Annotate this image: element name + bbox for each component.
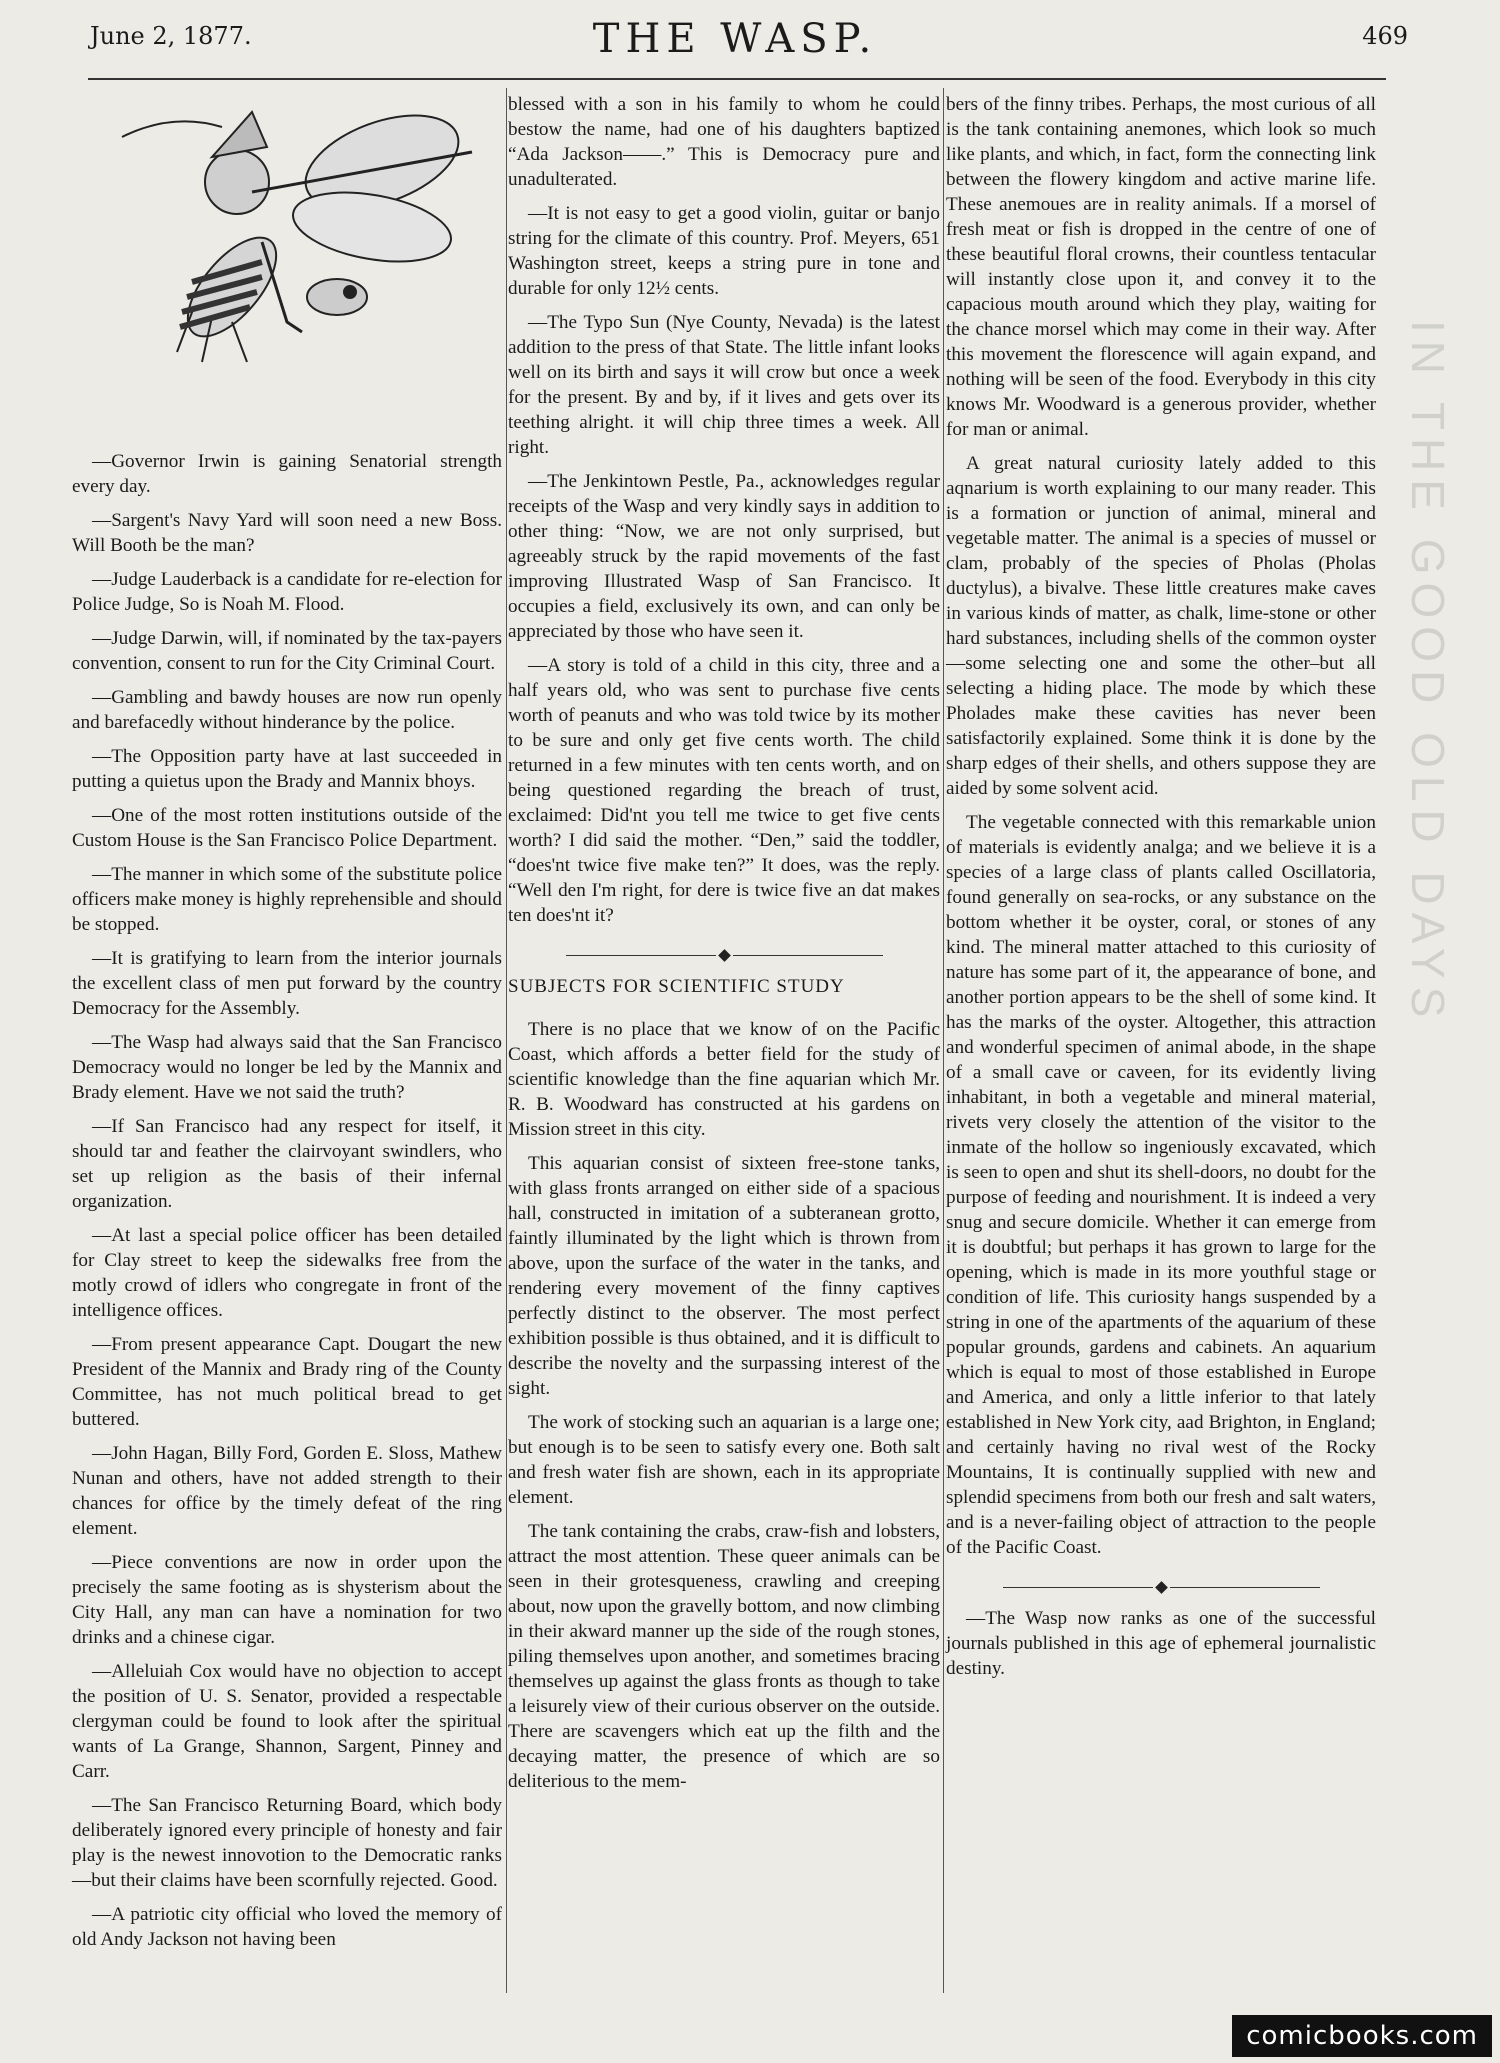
paragraph: —The Opposition party have at last succeeded in putting a quietus upon the Brady and Mannix bhoys. bbox=[72, 746, 502, 792]
paragraph: There is no place that we know of on the Pacific Coast, which affords a better field for the study of scientific knowledge than the fine aquarian which Mr. R. B. Woodward has constructed at his gardens on Mission street in this city. bbox=[508, 1019, 940, 1140]
column-3 bbox=[946, 92, 1376, 1681]
header-rule bbox=[88, 78, 1386, 80]
paragraph: —Piece conventions are now in order upon the precisely the same footing as is shysterism about the City Hall, any man can have a nomination for two drinks and a chinese cigar. bbox=[72, 1552, 502, 1648]
paragraph: —The San Francisco Returning Board, which body deliberately ignored every principle of honesty and fair play is the newest innovotion to the Democratic ranks—but their claims have been scornfully rejected. Good. bbox=[72, 1795, 502, 1891]
col3-paragraphs bbox=[946, 92, 1376, 1560]
bleed-through-text: IN THE GOOD OLD DAYS bbox=[1402, 320, 1454, 1026]
closing-note: —The Wasp now ranks as one of the successful journals published in this age of ephemeral journalistic destiny. bbox=[946, 1608, 1376, 1679]
paragraph: bers of the finny tribes. Perhaps, the most curious of all is the tank containing anemones, which look so much like plants, and which, in fact, form the connecting link between the flowery kingdom and active marine life. These anemoues are in reality animals. If a morsel of fresh meat or fish is dropped in the centre of one of these beautiful floral crowns, their countless tentacular will instantly close upon it, and convey it to the capacious mouth around which they play, waiting for the chance morsel which may come in their way. After this movement the florescence will again expand, and nothing will be seen of the food. Everybody in this city knows Mr. Woodward is a generous provider, whether for man or animal. bbox=[946, 94, 1376, 440]
masthead-title: THE WASP. bbox=[592, 16, 878, 62]
paragraph: —If San Francisco had any respect for itself, it should tar and feather the clairvoyant swindlers, who set up religion as the basis of their infernal organization. bbox=[72, 1116, 502, 1212]
article-paragraphs bbox=[508, 1017, 940, 1794]
paragraph: —Gambling and bawdy houses are now run openly and barefacedly without hinderance by the police. bbox=[72, 687, 502, 733]
column-1 bbox=[72, 92, 502, 1952]
paragraph: —From present appearance Capt. Dougart the new President of the Mannix and Brady ring of the County Committee, has not much political bread to get buttered. bbox=[72, 1334, 502, 1430]
paragraph: —Governor Irwin is gaining Senatorial strength every day. bbox=[72, 451, 502, 497]
paragraph: —It is gratifying to learn from the interior journals the excellent class of men put forward by the country Democracy for the Assembly. bbox=[72, 948, 502, 1019]
paragraph: —The Jenkintown Pestle, Pa., acknowledges regular receipts of the Wasp and very kindly says in addition to other thing: “Now, we are not only surprised, but agreeably struck by the rapid movements of the fast improving Illustrated Wasp of San Francisco. It occupies a field, exclusively its own, and can only be appreciated by those who have seen it. bbox=[508, 471, 940, 642]
ornament-divider bbox=[946, 1574, 1376, 1594]
paragraph: —The manner in which some of the substitute police officers make money is highly reprehensible and should be stopped. bbox=[72, 864, 502, 935]
paragraph: —A patriotic city official who loved the memory of old Andy Jackson not having been bbox=[72, 1904, 502, 1950]
paragraph: —It is not easy to get a good violin, guitar or banjo string for the climate of this country. Prof. Meyers, 651 Washington street, keeps a string pure in tone and durable for only 12½ cents. bbox=[508, 203, 940, 299]
paragraph: —Sargent's Navy Yard will soon need a new Boss. Will Booth be the man? bbox=[72, 510, 502, 556]
paragraph: —John Hagan, Billy Ford, Gorden E. Sloss, Mathew Nunan and others, have not added strength to their chances for office by the timely defeat of the ring element. bbox=[72, 1443, 502, 1539]
page-number: 469 bbox=[1362, 22, 1408, 50]
paragraph: The tank containing the crabs, craw-fish and lobsters, attract the most attention. These queer animals can be seen in their grotesqueness, crawling and creeping about, now upon the gravelly bottom, and now climbing in their akward manner up the side of the rough stones, piling themselves upon another, and sometimes bracing themselves up against the glass fronts as though to take a leisurely view of their curious observer on the outside. There are scavengers which eat up the filth and the decaying matter, the presence of which are so deliterious to the mem- bbox=[508, 1521, 940, 1792]
wasp-rider-illustration bbox=[82, 92, 502, 372]
column-divider bbox=[943, 88, 944, 1993]
paragraph: —Judge Lauderback is a candidate for re-election for Police Judge, So is Noah M. Flood. bbox=[72, 569, 502, 615]
paragraph: A great natural curiosity lately added to this aqnarium is worth explaining to our many reader. This is a formation or junction of animal, mineral and vegetable matter. The animal is a species of mussel or clam, probably of the species of Pholas (Pholas ductylus), a bivalve. These little creatures make caves in various kinds of matter, as chalk, lime-stone or other hard substances, including shells of the common oyster—some selecting one and some the other–but all selecting a hiding place. The mode by which these Pholades make these cavities has never been satisfactorily explained. Some think it is done by the sharp edges of their shells, and others suppose they are aided by some solvent acid. bbox=[946, 453, 1376, 799]
ornament-divider bbox=[508, 942, 940, 962]
column-2 bbox=[508, 92, 940, 1794]
column-divider bbox=[506, 88, 507, 1993]
paragraph: The work of stocking such an aquarian is a large one; but enough is to be seen to satisfy every one. Both salt and fresh water fish are shown, each in its appropriate element. bbox=[508, 1412, 940, 1508]
paragraph: —The Typo Sun (Nye County, Nevada) is the latest addition to the press of that State. The little infant looks well on its birth and says it will crow but once a week for the present. By and by, if it lives and gets over its teething alright. it will chip three times a week. All right. bbox=[508, 312, 940, 458]
paragraph: blessed with a son in his family to whom he could bestow the name, had one of his daughters baptized “Ada Jackson——.” This is Democracy pure and unadulterated. bbox=[508, 94, 940, 190]
section-heading: SUBJECTS FOR SCIENTIFIC STUDY bbox=[508, 976, 845, 997]
page-header bbox=[90, 14, 1408, 62]
paragraph: —At last a special police officer has been detailed for Clay street to keep the sidewalks free from the motly crowd of idlers who congregate in front of the intelligence offices. bbox=[72, 1225, 502, 1321]
col2-paragraphs bbox=[508, 92, 940, 928]
paragraph: —One of the most rotten institutions outside of the Custom House is the San Francisco Police Department. bbox=[72, 805, 502, 851]
paragraph: This aquarian consist of sixteen free-stone tanks, with glass fronts arranged on either side of a spacious hall, constructed in imitation of a subteranean grotto, faintly illuminated by the light which is thrown from above, upon the surface of the water in the tanks, and rendering every movement of the finny captives perfectly distinct to the observer. The most perfect exhibition possible is thus obtained, and it is difficult to describe the novelty and the surpassing interest of the sight. bbox=[508, 1153, 940, 1399]
col1-paragraphs bbox=[72, 449, 502, 1952]
paragraph: —The Wasp had always said that the San Francisco Democracy would no longer be led by the Mannix and Brady element. Have we not said the truth? bbox=[72, 1032, 502, 1103]
paragraph: The vegetable connected with this remarkable union of materials is evidently analga; and we believe it is a species of a large class of plants called Oscillatoria, found generally on sea-rocks, or any substance on the bottom whether it be oyster, coral, or stones of any kind. The mineral matter attached to this curiosity of nature has some part of it, the appearance of bone, and another portion appears to be the shell of some kind. It has the marks of the oyster. Altogether, this attraction and wonderful specimen of animal abode, in the shape of a small cave or caveen, for its evidently living inhabitant, in both a vegetable and mineral material, rivets very closely the attention of the visitor to the inmate of the hollow so ingeniously excavated, which is seen to open and shut its shell-doors, no doubt for the purpose of feeding and nourishment. It is indeed a very snug and secure domicile. Whether it can emerge from it is doubtful; but perhaps it has grown to large for the opening, which is made in its more youthful stage or condition of life. This curiosity hangs suspended by a string in one of the apartments of the aquarium of these popular grounds, gardens and cabinets. An aquarium which is equal to most of those established in Europe and America, and only a little inferior to that lately established in New York city, aad Brighton, in England; and certainly having no rival west of the Rocky Mountains, It is continually supplied with new and splendid specimens from both our fresh and salt waters, and is a never-failing object of attraction to the people of the Pacific Coast. bbox=[946, 812, 1376, 1558]
paragraph: —Alleluiah Cox would have no objection to accept the position of U. S. Senator, provided a respectable clergyman could be found to look after the spiritual wants of La Grange, Shannon, Sargent, Pinney and Carr. bbox=[72, 1661, 502, 1782]
issue-date: June 2, 1877. bbox=[90, 22, 252, 50]
watermark: comicbooks.com bbox=[1232, 2015, 1492, 2057]
paragraph: —A story is told of a child in this city, three and a half years old, who was sent to purchase five cents worth of peanuts and who was told twice by its mother to be sure and only get five cents worth. The child returned in a few minutes with ten cents worth, and on being questioned regarding the breach of trust, exclaimed: Did'nt you tell me twice to get five cents worth? I did said the mother. “Den,” said the toddler, “does'nt twice five make ten?” It does, was the reply. “Well den I'm right, for dere is twice five an dat makes ten does'nt it? bbox=[508, 655, 940, 926]
paragraph: —Judge Darwin, will, if nominated by the tax-payers convention, consent to run for the City Criminal Court. bbox=[72, 628, 502, 674]
